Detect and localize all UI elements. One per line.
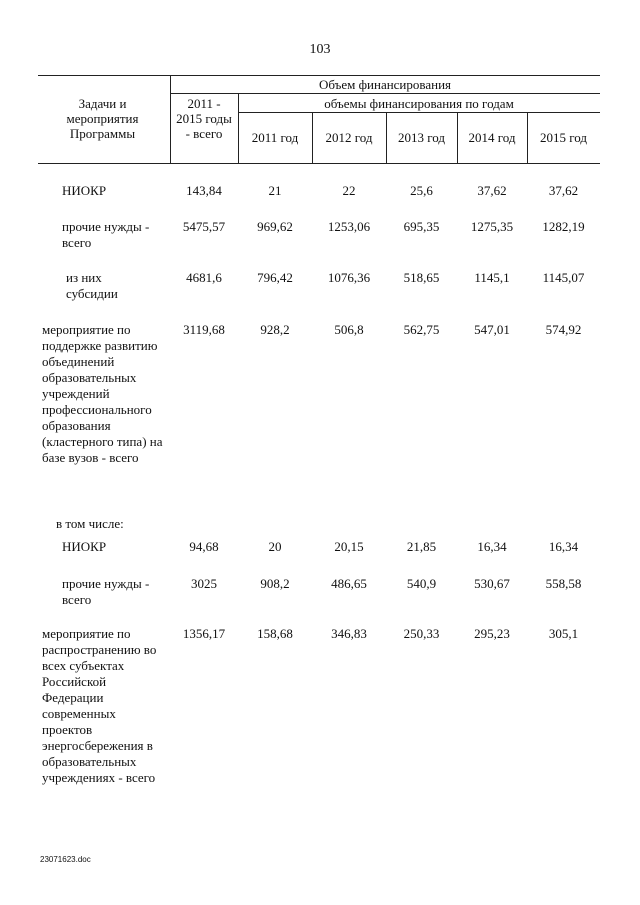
table-cell: 558,58 [545, 576, 582, 591]
row-label-other-needs: прочие нужды - всего [62, 219, 150, 250]
table-cell: 16,34 [477, 539, 507, 554]
table-cell: 20,15 [334, 539, 364, 554]
table-cell: 4681,6 [186, 270, 222, 285]
table-cell: 20 [268, 539, 282, 554]
row-label-energy-saving: мероприятие по распространению во всех субъектах Российской Федерации современных проектов энергосбережения в образовательных учреждениях - всего [42, 626, 157, 785]
table-cell: 5475,57 [182, 219, 226, 234]
table-cell: 305,1 [548, 626, 579, 641]
table-cell: 3119,68 [183, 322, 225, 337]
header-funding: Объем финансирования [318, 77, 452, 92]
table-cell: 574,92 [545, 322, 582, 337]
table-cell: 562,75 [403, 322, 440, 337]
table-cell: 695,35 [403, 219, 440, 234]
table-cell: 346,83 [331, 626, 367, 641]
header-year-2015: 2015 год [540, 130, 587, 145]
header-bottom-border [38, 163, 600, 164]
table-cell: 518,65 [403, 270, 440, 285]
table-cell: 158,68 [257, 626, 293, 641]
table-cell: 547,01 [474, 322, 510, 337]
table-cell: 530,67 [474, 576, 510, 591]
table-cell: 16,34 [548, 539, 579, 554]
footer-doc-code: 23071623.doc [40, 855, 91, 864]
header-total: 2011 - 2015 годы - всего [176, 96, 232, 141]
table-cell: 21,85 [406, 539, 437, 554]
page-number: 103 [309, 42, 331, 57]
table-cell: 21 [268, 183, 282, 198]
table-cell: 796,42 [257, 270, 293, 285]
row-label-other-needs-2: прочие нужды - всего [62, 576, 150, 607]
row-label-including: в том числе: [56, 516, 124, 531]
row-label-subsidies: из них субсидии [66, 270, 118, 301]
table-cell: 969,62 [257, 219, 293, 234]
header-by-years: объемы финансирования по годам [324, 96, 514, 111]
row-label-niokr: НИОКР [62, 183, 107, 198]
table-cell: 1076,36 [327, 270, 371, 285]
table-top-border [38, 75, 600, 76]
table-cell: 486,65 [331, 576, 367, 591]
table-cell: 1253,06 [327, 219, 371, 234]
header-year-2011: 2011 год [251, 130, 299, 145]
row-label-niokr-2: НИОКР [62, 539, 107, 554]
table-cell: 143,84 [186, 183, 222, 198]
header-tasks: Задачи и мероприятия Программы [66, 96, 139, 141]
table-cell: 1282,19 [542, 219, 585, 234]
table-cell: 37,62 [548, 183, 579, 198]
table-cell: 295,23 [474, 626, 510, 641]
table-cell: 1275,35 [470, 219, 514, 234]
table-cell: 928,2 [260, 322, 290, 337]
table-cell: 1145,1 [474, 270, 510, 285]
table-cell: 908,2 [260, 576, 290, 591]
table-cell: 37,62 [477, 183, 507, 198]
table-cell: 22 [342, 183, 356, 198]
table-cell: 1145,07 [542, 270, 585, 285]
funding-divider [170, 93, 600, 94]
table-cell: 1356,17 [182, 626, 226, 641]
header-year-2013: 2013 год [398, 130, 445, 145]
years-divider [238, 112, 600, 113]
table-cell: 25,6 [410, 183, 433, 198]
table-cell: 540,9 [406, 576, 437, 591]
header-year-2014: 2014 год [468, 130, 516, 145]
header-year-2012: 2012 год [325, 130, 373, 145]
table-cell: 506,8 [334, 322, 364, 337]
row-label-cluster-support: мероприятие по поддержке развитию объединений образовательных учреждений профессионального образования (кластерного типа) на базе вузов - всего [42, 322, 163, 465]
table-cell: 3025 [191, 576, 217, 591]
table-cell: 250,33 [403, 626, 440, 641]
table-cell: 94,68 [189, 539, 219, 554]
